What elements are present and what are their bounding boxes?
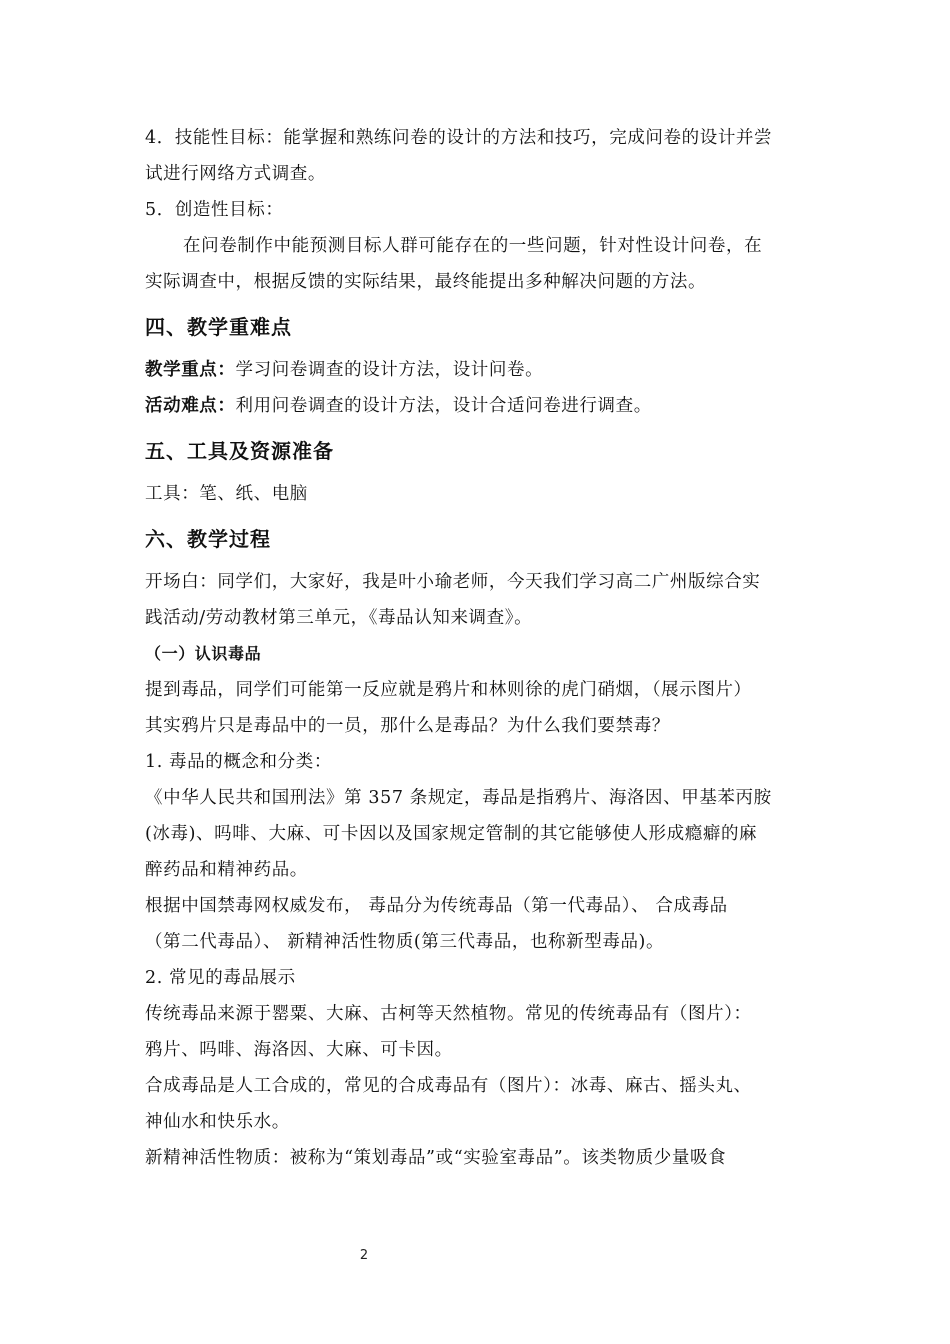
paragraph-line: 其实鸦片只是毒品中的一员，那什么是毒品？为什么我们要禁毒？ [145, 716, 670, 736]
difficulty-text: 利用问卷调查的设计方法，设计合适问卷进行调查。 [235, 396, 652, 416]
difficulty-line [145, 388, 805, 424]
paragraph-line: 合成毒品是人工合成的，常见的合成毒品有（图片）：冰毒、麻古、摇头丸、 [145, 1076, 752, 1096]
paragraph-line: 根据中国禁毒网权威发布， 毒品分为传统毒品（第一代毒品）、 合成毒品 [145, 896, 728, 916]
paragraph-line: （第二代毒品）、 新精神活性物质(第三代毒品，也称新型毒品)。 [145, 932, 665, 952]
section-heading: 四、教学重难点 [145, 315, 292, 339]
tools-line: 工具：笔、纸、电脑 [145, 484, 308, 504]
list-item: 1. 毒品的概念和分类： [145, 752, 332, 772]
key-point-text: 学习问卷调查的设计方法，设计问卷。 [235, 360, 544, 380]
page-number: 2 [359, 1248, 369, 1263]
subsection-heading: （一）认识毒品 [145, 644, 262, 663]
section-heading: 六、教学过程 [145, 527, 271, 551]
paragraph-line: 在问卷制作中能预测目标人群可能存在的一些问题，针对性设计问卷，在 [183, 236, 763, 256]
paragraph-line: 醉药品和精神药品。 [145, 860, 308, 880]
key-point-line [145, 352, 805, 388]
paragraph-line: 5．创造性目标： [145, 200, 284, 220]
key-point-label: 教学重点： [145, 360, 236, 380]
paragraph-line: 传统毒品来源于罂粟、大麻、古柯等天然植物。常见的传统毒品有（图片）： [145, 1004, 752, 1024]
list-item: 2. 常见的毒品展示 [145, 968, 296, 988]
paragraph-line: 践活动/劳动教材第三单元，《毒品认知来调查》。 [145, 608, 533, 628]
paragraph-line: 鸦片、吗啡、海洛因、大麻、可卡因。 [145, 1040, 453, 1060]
paragraph-line: 试进行网络方式调查。 [145, 164, 326, 184]
difficulty-label: 活动难点： [145, 396, 236, 416]
document-page [145, 120, 805, 1176]
paragraph-line: (冰毒)、吗啡、大麻、可卡因以及国家规定管制的其它能够使人形成瘾癖的麻 [145, 824, 758, 844]
paragraph-line: 实际调查中，根据反馈的实际结果，最终能提出多种解决问题的方法。 [145, 272, 707, 292]
section-heading: 五、工具及资源准备 [145, 439, 334, 463]
paragraph-line: 提到毒品，同学们可能第一反应就是鸦片和林则徐的虎门硝烟，（展示图片） [145, 680, 752, 700]
paragraph-line: 新精神活性物质：被称为“策划毒品”或“实验室毒品”。该类物质少量吸食 [145, 1148, 727, 1168]
paragraph-line: 神仙水和快乐水。 [145, 1112, 290, 1132]
paragraph-line: 开场白：同学们，大家好，我是叶小瑜老师，今天我们学习高二广州版综合实 [145, 572, 761, 592]
paragraph-line: 《中华人民共和国刑法》第 357 条规定，毒品是指鸦片、海洛因、甲基苯丙胺 [145, 788, 772, 808]
paragraph-line: 4．技能性目标：能掌握和熟练问卷的设计的方法和技巧，完成问卷的设计并尝 [145, 128, 773, 148]
